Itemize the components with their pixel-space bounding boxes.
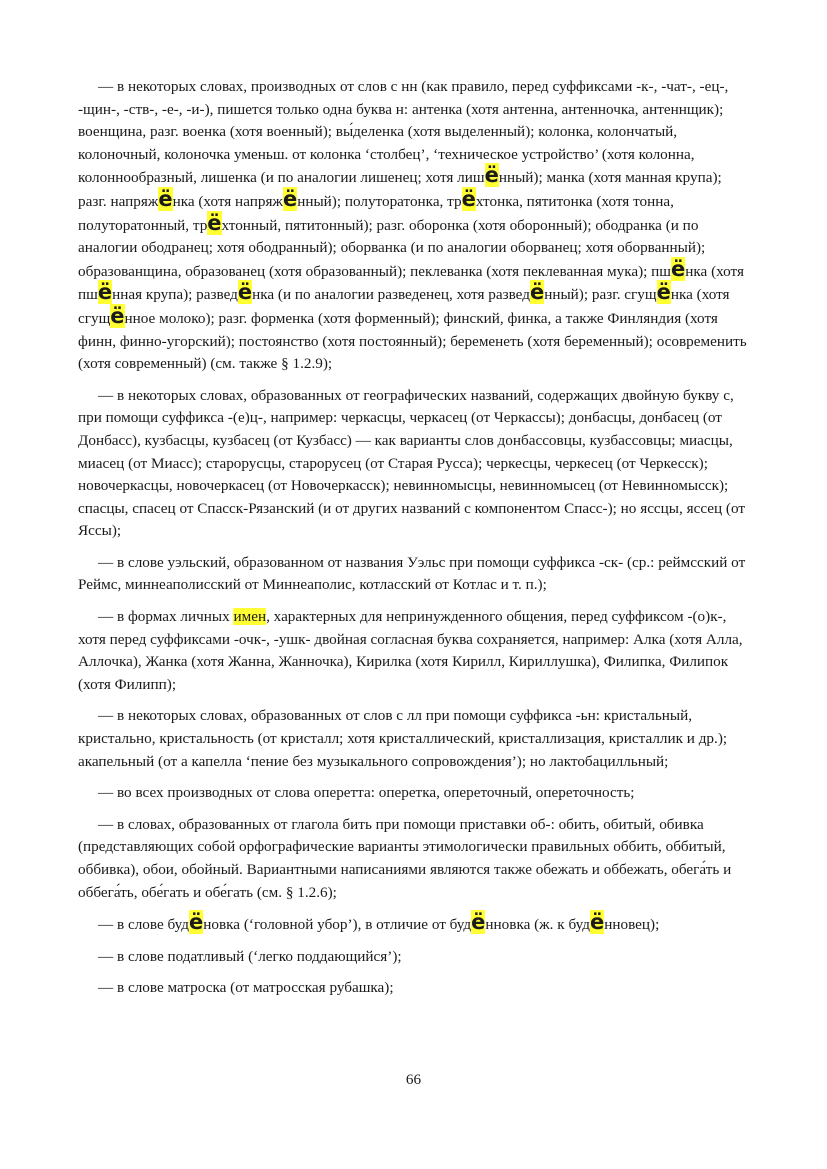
text-segment: , характерных для непринужденного общения, перед суффиксом -(о)к-, хотя перед суффиксами -очк-, -ушк- двойная согласная буква сохраняется, например: Алка (хотя Алла, Аллочка), Жанка (хотя Жанна, Жанночка), Кирилка (хотя Кирилл, Кириллушка), Филипка, Филипок (хотя Филипп); <box>78 608 743 693</box>
paragraph <box>78 606 750 696</box>
highlighted-yo-letter: ё <box>237 280 253 305</box>
paragraph <box>78 946 750 969</box>
paragraph <box>78 977 750 1000</box>
text-segment: — в некоторых словах, образованных от слов с лл при помощи суффикса -ьн: кристальный, кристально, кристальность (от кристалл; хотя кристаллический, кристаллизация, кристаллик и др.); акапельный (от а капелла ‘пение без музыкального сопровождения’); но лактобацилльный; <box>78 707 728 770</box>
text-segment: нка (и по аналогии разведенец, хотя развед <box>252 286 530 304</box>
text-segment: нный); манка (хотя манная крупа); разг. напряж <box>78 169 722 210</box>
text-segment: нновец); <box>604 916 660 934</box>
text-segment: — в некоторых словах, образованных от географических названий, содержащих двойную букву с, при помощи суффикса -(е)ц-, например: черкасцы, черкасец (от Черкассы); донбасцы, донбасец (от Донбасс), кузбасцы, кузбасец (от Кузбасс) — как варианты слов донбассовцы, кузбассовцы; миасцы, миасец (от Миасс); старорусцы, старорусец (от Старая Русса); черкесцы, черкесец (от Черкесск); новочеркасцы, новочеркасец (от Новочеркасск); невинномысцы, невинномысец (от Невинномысск); спасцы, спасец от Спасск-Рязанский (и от других названий с компонентом Спасс-); но яссцы, яссец (от Яссы); <box>78 386 746 540</box>
highlighted-yo-letter: ё <box>158 186 173 211</box>
text-segment: нная крупа); развед <box>112 286 238 304</box>
text-segment: — в формах личных <box>98 608 234 626</box>
paragraph <box>78 814 750 904</box>
text-segment: — в некоторых словах, производных от слов с нн (как правило, перед суффиксами -к-, -чат-, -ец-, -щин-, -ств-, -е-, -и-), пишется только одна буква н: антенка (хотя антенна, антенночка, антеннщик); военщина, разг. военка (хотя военный); вы́деленка (хотя выделенный); колонка, колончатый, колоночный, колоночка уменьш. от колонка ‘столбец’, ‘техническое устройство’ (хотя колонна, колоннообразный, лишенка (и по аналогии лишенец; хотя лиш <box>78 78 729 187</box>
text-segment: — в словах, образованных от глагола бить при помощи приставки об-: обить, обитый, обивка (представляющих собой орфографические варианты этимологически правильных оббить, оббитый, оббивка), обои, обойный. Вариантными написаниями являются также обежать и оббежать, обега́ть и оббега́ть, обе́гать и обе́гать (см. § 1.2.6); <box>78 815 732 901</box>
highlighted-yo-letter: ё <box>656 280 671 305</box>
paragraph <box>78 910 750 937</box>
highlighted-yo-letter: ё <box>589 910 605 935</box>
text-segment: — в слове буд <box>98 916 189 934</box>
text-segment: хтонка, пятитонка (хотя тонна, полуторатонный, тр <box>78 192 674 234</box>
paragraph <box>78 76 750 376</box>
paragraph <box>78 782 750 805</box>
text-segment: хтонный, пятитонный); разг. оборонка (хотя оборонный); ободранка (и по аналогии ободранец; хотя ободранный); оборванка (и по аналогии оборванец; хотя оборванный); образованщина, образованец (хотя образованный); пеклеванка (хотя пеклеванная мука); пш <box>78 216 706 280</box>
highlighted-yo-letter: ё <box>671 256 686 281</box>
highlighted-yo-letter: ё <box>471 910 486 935</box>
highlighted-yo-letter: ё <box>110 303 125 328</box>
page-body <box>78 76 750 1009</box>
highlighted-yo-letter: ё <box>484 163 499 188</box>
text-segment: новка (‘головной убор’), в отличие от буд <box>203 916 472 934</box>
text-segment: — в слове податливый (‘легко поддающийся’); <box>98 947 402 965</box>
text-segment: нное молоко); разг. форменка (хотя форменный); финский, финка, а также Финляндия (хотя финн, финно-угорский); постоянство (хотя постоянный); беременеть (хотя беременный); осовременить (хотя современный) (см. также § 1.2.9); <box>78 309 747 373</box>
text-segment: нный); разг. сгущ <box>544 286 657 304</box>
text-segment: нный); полуторатонка, тр <box>297 192 462 210</box>
highlighted-word: имен <box>233 608 267 626</box>
text-segment: нка (хотя сгущ <box>78 286 730 327</box>
highlighted-yo-letter: ё <box>97 280 113 305</box>
text-segment: — в слове матроска (от матросская рубашка); <box>98 979 394 997</box>
highlighted-yo-letter: ё <box>189 910 204 935</box>
paragraph <box>78 552 750 597</box>
highlighted-yo-letter: ё <box>461 186 476 211</box>
highlighted-yo-letter: ё <box>282 186 298 211</box>
text-segment: нка (хотя напряж <box>172 192 283 210</box>
paragraph <box>78 385 750 543</box>
highlighted-yo-letter: ё <box>207 210 222 235</box>
text-segment: нка (хотя пш <box>78 262 744 304</box>
paragraph <box>78 705 750 773</box>
text-segment: — в слове уэльский, образованном от названия Уэльс при помощи суффикса -ск- (ср.: реймсский от Реймс, миннеаполисский от Миннеаполис, котласский от Котлас и т. п.); <box>78 553 746 594</box>
page-number: 66 <box>405 1071 422 1088</box>
text-segment: — во всех производных от слова оперетта: оперетка, опереточный, опереточность; <box>98 784 635 802</box>
text-segment: нновка (ж. к буд <box>485 916 590 934</box>
highlighted-yo-letter: ё <box>529 280 545 305</box>
